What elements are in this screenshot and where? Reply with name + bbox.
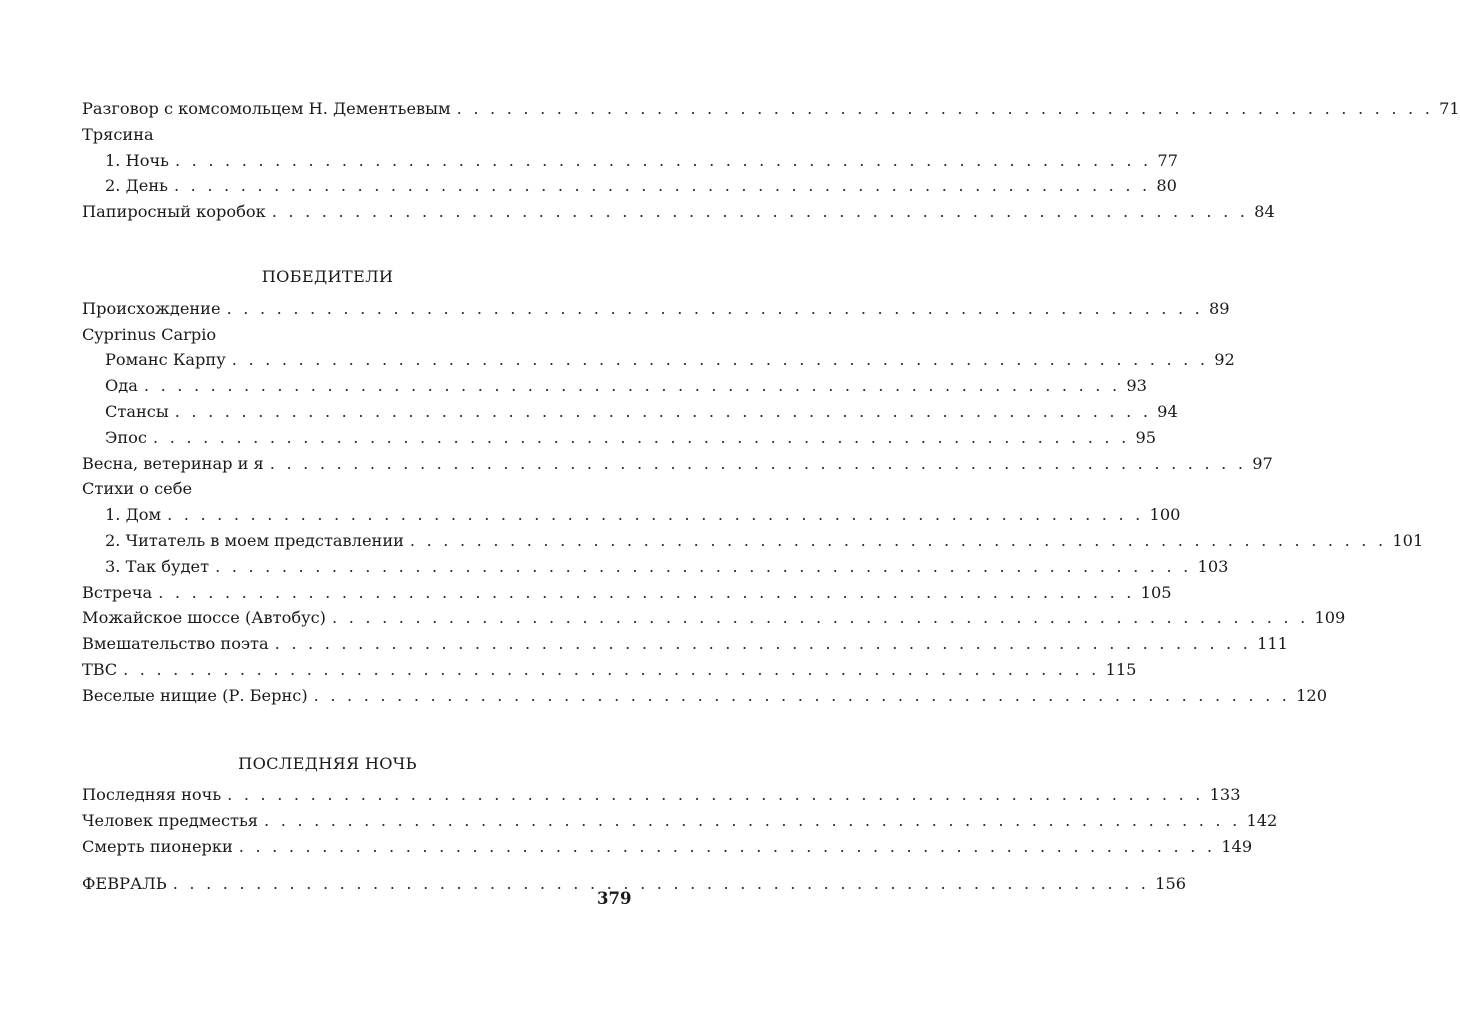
toc-entry-page: 111 <box>1257 634 1288 654</box>
toc-entry <box>82 808 1278 834</box>
toc-entry-page: 80 <box>1156 176 1177 196</box>
toc-group-title <box>82 322 573 348</box>
toc-entry-page: 133 <box>1209 785 1241 805</box>
toc-entry-title: 2. Читатель в моем представлении <box>105 530 404 550</box>
toc-entry-page: 105 <box>1140 582 1172 602</box>
leader-dots: . . . . . . . . . . . . . . . . . . . . . . . . . . . . . . . . . . . . . . . . . . . . . . . . . . . . . . . . . . . <box>264 811 1241 831</box>
toc-entry <box>82 605 1346 631</box>
toc-entry-title: ТВС <box>82 659 118 679</box>
toc-entry-page: 93 <box>1126 376 1147 396</box>
toc-entry-title: Cyprinus Carpio <box>82 324 217 344</box>
section-heading: ПОСЛЕДНЯЯ НОЧЬ <box>238 753 417 773</box>
leader-dots: . . . . . . . . . . . . . . . . . . . . . . . . . . . . . . . . . . . . . . . . . . . . . . . . . . . . . . . . . . . <box>409 530 1387 550</box>
leader-dots: . . . . . . . . . . . . . . . . . . . . . . . . . . . . . . . . . . . . . . . . . . . . . . . . . . . . . . . . . . . <box>174 150 1152 170</box>
leader-dots: . . . . . . . . . . . . . . . . . . . . . . . . . . . . . . . . . . . . . . . . . . . . . . . . . . . . . . . . . . . <box>153 427 1130 447</box>
leader-dots: . . . . . . . . . . . . . . . . . . . . . . . . . . . . . . . . . . . . . . . . . . . . . . . . . . . . . . . . . . . <box>226 298 1203 318</box>
toc-entry-title: Происхождение <box>82 298 221 318</box>
toc-entry-page: 97 <box>1252 453 1273 473</box>
toc-entry-title: Эпос <box>105 427 147 447</box>
toc-entry-title: Весна, ветеринар и я <box>82 453 264 473</box>
toc-entry-title: Вмешательство поэта <box>82 634 269 654</box>
toc-entry <box>82 347 1235 373</box>
toc-entry <box>82 199 1275 225</box>
toc-entry <box>82 528 1424 554</box>
toc-entry <box>82 834 1253 860</box>
leader-dots: . . . . . . . . . . . . . . . . . . . . . . . . . . . . . . . . . . . . . . . . . . . . . . . . . . . . . . . . . . . <box>238 836 1216 856</box>
toc-entry-title: Можайское шоссе (Автобус) <box>82 608 326 628</box>
toc-entry-title: Последняя ночь <box>82 785 222 805</box>
toc-entry <box>82 502 1181 528</box>
table-of-contents <box>82 96 1460 897</box>
toc-entry-page: 156 <box>1155 873 1187 893</box>
toc-entry-title: ФЕВРАЛЬ <box>82 873 167 893</box>
toc-entry <box>82 373 1147 399</box>
leader-dots: . . . . . . . . . . . . . . . . . . . . . . . . . . . . . . . . . . . . . . . . . . . . . . . . . . . . . . . . . . . <box>231 350 1209 370</box>
toc-entry <box>82 631 1288 657</box>
toc-entry <box>82 657 1137 683</box>
toc-group-title <box>82 122 573 148</box>
toc-entry-page: 94 <box>1157 401 1178 421</box>
leader-dots: . . . . . . . . . . . . . . . . . . . . . . . . . . . . . . . . . . . . . . . . . . . . . . . . . . . . . . . . . . . <box>271 202 1249 222</box>
leader-dots: . . . . . . . . . . . . . . . . . . . . . . . . . . . . . . . . . . . . . . . . . . . . . . . . . . . . . . . . . . . <box>167 505 1144 525</box>
toc-entry-title: 2. День <box>105 176 168 196</box>
toc-entry-page: 120 <box>1296 685 1328 705</box>
leader-dots: . . . . . . . . . . . . . . . . . . . . . . . . . . . . . . . . . . . . . . . . . . . . . . . . . . . . . . . . . . . <box>172 873 1150 893</box>
toc-entry-title: Человек предместья <box>82 811 258 831</box>
toc-entry-title: 1. Ночь <box>105 150 169 170</box>
leader-dots: . . . . . . . . . . . . . . . . . . . . . . . . . . . . . . . . . . . . . . . . . . . . . . . . . . . . . . . . . . . <box>143 376 1121 396</box>
toc-entry-title: Смерть пионерки <box>82 836 233 856</box>
toc-entry <box>82 296 1230 322</box>
toc-entry-title: Трясина <box>82 124 154 144</box>
page-number: 379 <box>597 889 632 908</box>
toc-entry-page: 142 <box>1246 811 1278 831</box>
toc-entry-page: 100 <box>1149 505 1181 525</box>
section-heading: ПОБЕДИТЕЛИ <box>261 266 394 286</box>
toc-entry-page: 115 <box>1105 659 1137 679</box>
leader-dots: . . . . . . . . . . . . . . . . . . . . . . . . . . . . . . . . . . . . . . . . . . . . . . . . . . . . . . . . . . . <box>332 608 1309 628</box>
toc-entry-page: 149 <box>1221 836 1253 856</box>
toc-entry-page: 89 <box>1209 298 1230 318</box>
toc-entry <box>82 683 1328 709</box>
toc-entry-title: Папиросный коробок <box>82 202 266 222</box>
toc-entry-page: 101 <box>1392 530 1424 550</box>
toc-entry-title: 1. Дом <box>105 505 162 525</box>
leader-dots: . . . . . . . . . . . . . . . . . . . . . . . . . . . . . . . . . . . . . . . . . . . . . . . . . . . . . . . . . . . <box>269 453 1247 473</box>
toc-entry-title: Стансы <box>105 401 169 421</box>
toc-entry-title: Ода <box>105 376 138 396</box>
toc-entry <box>82 451 1273 477</box>
toc-entry <box>82 173 1177 199</box>
toc-entry <box>82 554 1229 580</box>
toc-entry-page: 71 <box>1439 99 1460 118</box>
toc-entry-page: 103 <box>1197 556 1229 576</box>
toc-entry-title: Веселые нищие (Р. Бернс) <box>82 685 308 705</box>
leader-dots: . . . . . . . . . . . . . . . . . . . . . . . . . . . . . . . . . . . . . . . . . . . . . . . . . . . . . . . . . . . <box>227 785 1204 805</box>
toc-entry <box>82 871 1187 897</box>
toc-entry <box>82 782 1241 808</box>
toc-entry-title: Встреча <box>82 582 153 602</box>
toc-group-title <box>82 476 573 502</box>
leader-dots: . . . . . . . . . . . . . . . . . . . . . . . . . . . . . . . . . . . . . . . . . . . . . . . . . . . . . . . . . . . <box>456 99 1434 118</box>
leader-dots: . . . . . . . . . . . . . . . . . . . . . . . . . . . . . . . . . . . . . . . . . . . . . . . . . . . . . . . . . . . <box>123 659 1100 679</box>
toc-entry-title: Разговор с комсомольцем Н. Дементьевым <box>82 99 451 118</box>
toc-entry <box>82 580 1172 606</box>
leader-dots: . . . . . . . . . . . . . . . . . . . . . . . . . . . . . . . . . . . . . . . . . . . . . . . . . . . . . . . . . . . <box>174 401 1152 421</box>
toc-entry <box>82 148 1179 174</box>
toc-entry-page: 84 <box>1254 202 1275 222</box>
toc-entry-page: 95 <box>1135 427 1157 447</box>
toc-entry <box>82 399 1178 425</box>
toc-entry-page: 77 <box>1157 150 1179 170</box>
leader-dots: . . . . . . . . . . . . . . . . . . . . . . . . . . . . . . . . . . . . . . . . . . . . . . . . . . . . . . . . . . . <box>274 634 1252 654</box>
toc-entry <box>82 425 1157 451</box>
toc-entry-title: 3. Так будет <box>105 556 210 576</box>
leader-dots: . . . . . . . . . . . . . . . . . . . . . . . . . . . . . . . . . . . . . . . . . . . . . . . . . . . . . . . . . . . <box>313 685 1291 705</box>
toc-entry <box>82 96 1460 122</box>
toc-entry-page: 92 <box>1214 350 1235 370</box>
leader-dots: . . . . . . . . . . . . . . . . . . . . . . . . . . . . . . . . . . . . . . . . . . . . . . . . . . . . . . . . . . . <box>215 556 1192 576</box>
toc-entry-title: Стихи о себе <box>82 479 193 499</box>
toc-entry-title: Романс Карпу <box>105 350 226 370</box>
toc-entry-page: 109 <box>1314 608 1346 628</box>
leader-dots: . . . . . . . . . . . . . . . . . . . . . . . . . . . . . . . . . . . . . . . . . . . . . . . . . . . . . . . . . . . <box>158 582 1135 602</box>
leader-dots: . . . . . . . . . . . . . . . . . . . . . . . . . . . . . . . . . . . . . . . . . . . . . . . . . . . . . . . . . . . <box>173 176 1151 196</box>
